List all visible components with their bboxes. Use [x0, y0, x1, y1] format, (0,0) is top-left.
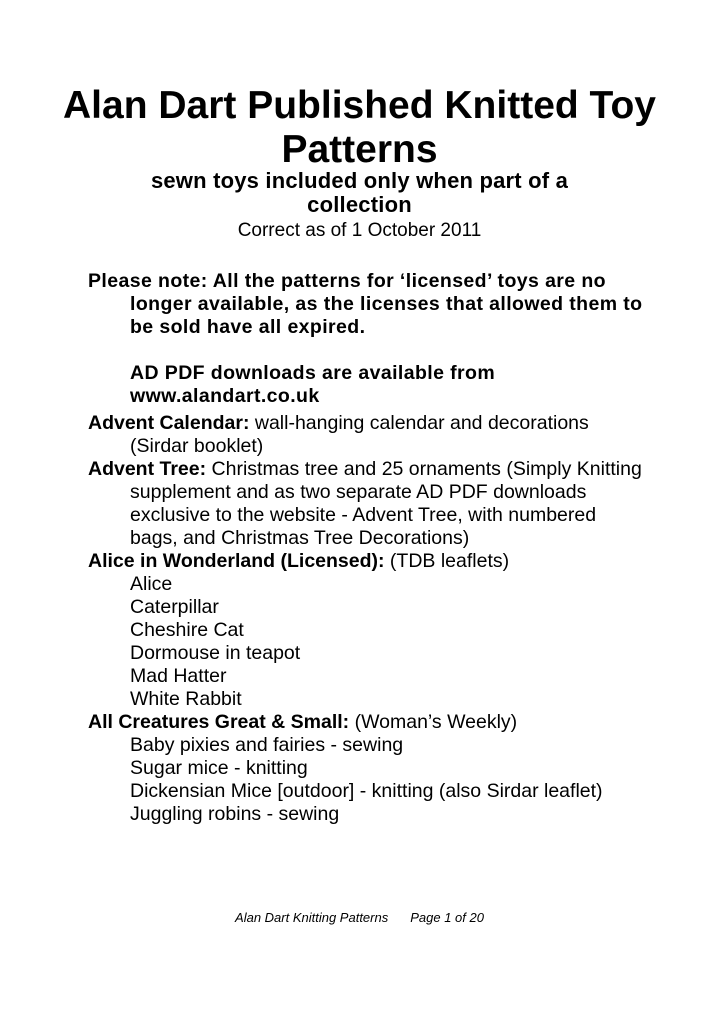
- list-item: Alice: [130, 573, 173, 595]
- entry-advent-tree: [88, 458, 648, 550]
- list-item: Sugar mice - knitting: [130, 757, 308, 779]
- page-title: Alan Dart Published Knitted Toy Patterns: [63, 84, 656, 171]
- entry-description: (Woman’s Weekly): [349, 711, 518, 733]
- entry-alice-in-wonderland: [88, 550, 648, 573]
- list-item: White Rabbit: [130, 688, 242, 710]
- page-subtitle: sewn toys included only when part of a collection: [150, 168, 569, 217]
- page-number: Page 1 of 20: [410, 910, 484, 925]
- list-item: Dickensian Mice [outdoor] - knitting (also Sirdar leaflet): [130, 780, 603, 802]
- date-line: Correct as of 1 October 2011: [237, 220, 482, 241]
- entry-heading: Alice in Wonderland (Licensed):: [88, 550, 385, 572]
- list-item: Juggling robins - sewing: [130, 803, 340, 825]
- entry-advent-calendar: [88, 412, 648, 458]
- page-footer: [0, 910, 719, 926]
- list-item: Dormouse in teapot: [130, 642, 301, 664]
- list-item: Mad Hatter: [130, 665, 227, 687]
- footer-title: Alan Dart Knitting Patterns: [235, 910, 389, 925]
- list-item: Cheshire Cat: [130, 619, 244, 641]
- pattern-list: [88, 270, 648, 826]
- downloads-note: AD PDF downloads are available from www.alandart.co.uk: [130, 362, 496, 407]
- list-item: Caterpillar: [130, 596, 219, 618]
- entry-description: wall-hanging calendar and decorations (Sirdar booklet): [130, 412, 589, 457]
- license-note: Please note: All the patterns for ‘licensed’ toys are no longer available, as the licenses that allowed them to be sold have all expired.: [88, 270, 643, 338]
- entry-heading: Advent Calendar:: [88, 412, 250, 434]
- entry-all-creatures: [88, 711, 648, 734]
- list-item: Baby pixies and fairies - sewing: [130, 734, 404, 756]
- entry-description: (TDB leaflets): [384, 550, 510, 572]
- entry-heading: All Creatures Great & Small:: [88, 711, 350, 733]
- entry-description: Christmas tree and 25 ornaments (Simply Knitting supplement and as two separate AD PDF downloads exclusive to the website - Advent Tree, with numbered bags, and Christmas Tree Decorations): [130, 458, 642, 549]
- entry-heading: Advent Tree:: [88, 458, 207, 480]
